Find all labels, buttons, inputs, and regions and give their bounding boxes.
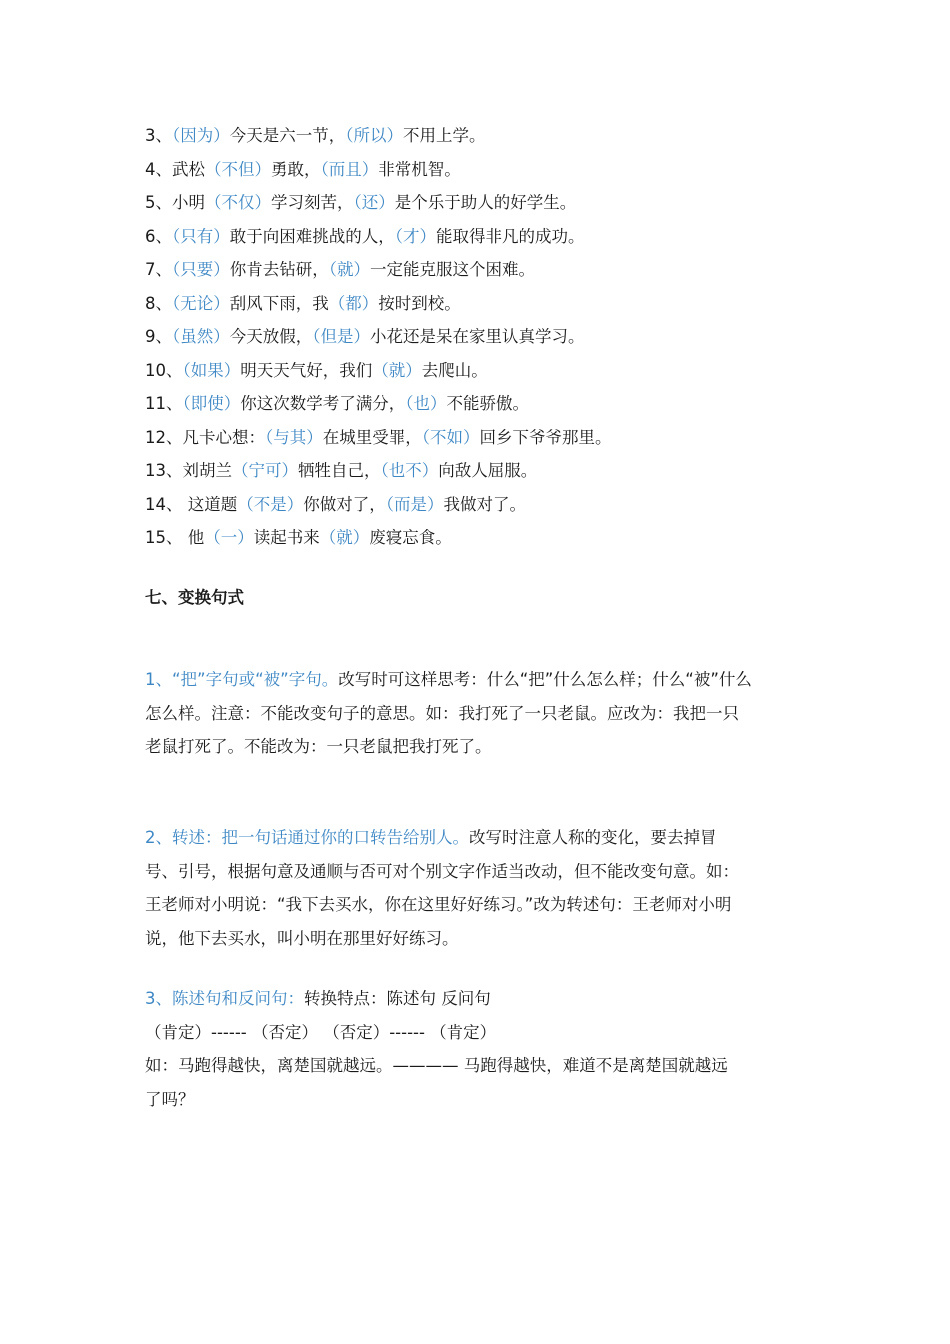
- exercise-line: [145, 225, 585, 249]
- answer-text: （也）: [405, 394, 447, 413]
- answer-text: 3、陈述句和反问句：: [145, 989, 304, 1008]
- exercise-line: [145, 325, 585, 349]
- sentence-text: 读起书来: [253, 528, 320, 547]
- exercise-number: 15、: [145, 528, 183, 547]
- sentence-text: 说，他下去买水，叫小明在那里好好练习。: [145, 928, 459, 948]
- sentence-text: 你做对了，: [303, 494, 386, 514]
- exercise-number: 7、: [145, 260, 172, 279]
- answer-text: （还）: [353, 193, 395, 212]
- exercise-number: 11、: [145, 394, 183, 413]
- answer-text: （即使）: [182, 394, 241, 413]
- sentence-text: 勇敢，: [271, 159, 321, 179]
- sentence-text: 小花还是呆在家里认真学习。: [370, 327, 585, 346]
- answer-text: 1、“把”字句或“被”字句。: [145, 670, 339, 689]
- answer-text: （也不）: [380, 461, 439, 480]
- sentence-text: 我做对了。: [443, 494, 526, 514]
- sentence-text: 你这次数学考了满分，: [240, 394, 406, 413]
- exercise-line: [145, 493, 526, 517]
- exercise-number: 14、: [145, 494, 183, 514]
- answer-text: （无论）: [172, 293, 230, 313]
- paragraph-declarative-rhetorical: [145, 987, 728, 1121]
- paragraph-line: [145, 668, 752, 702]
- answer-text: 2、转述：把一句话通过你的口转告给别人。: [145, 828, 469, 847]
- paragraph-line: [145, 702, 752, 736]
- sentence-text: 武松: [172, 159, 205, 179]
- answer-text: （如果）: [182, 360, 241, 380]
- sentence-text: 明天天气好，我们: [240, 360, 373, 380]
- paragraph-line: [145, 826, 739, 860]
- sentence-text: 去爬山。: [421, 360, 488, 380]
- answer-text: （就）: [372, 360, 422, 380]
- answer-text: （不但）: [205, 159, 271, 179]
- answer-text: （但是）: [312, 327, 370, 346]
- sentence-text: 非常机智。: [378, 159, 461, 179]
- exercise-number: 8、: [145, 293, 172, 313]
- answer-text: （才）: [394, 226, 436, 246]
- answer-text: （就）: [328, 260, 370, 279]
- answer-text: （因为）: [172, 126, 230, 145]
- sentence-text: 不能骄傲。: [446, 394, 529, 413]
- sentence-text: 刘胡兰: [182, 461, 232, 480]
- exercise-number: 10、: [145, 360, 183, 380]
- sentence-text: 今天是六一节，: [229, 126, 346, 145]
- exercise-line: [145, 459, 537, 483]
- sentence-text: 废寝忘食。: [369, 528, 452, 547]
- exercise-line: [145, 392, 529, 416]
- exercise-line: [145, 258, 535, 282]
- exercise-line: [145, 426, 612, 450]
- answer-text: （只要）: [172, 260, 230, 279]
- answer-text: （所以）: [345, 126, 403, 145]
- answer-text: （虽然）: [172, 327, 230, 346]
- answer-text: （与其）: [265, 427, 323, 447]
- answer-text: （不如）: [421, 427, 480, 447]
- paragraph-line: [145, 1088, 728, 1122]
- paragraph-line: [145, 893, 739, 927]
- answer-text: （而且）: [320, 159, 379, 179]
- sentence-text: 改写时注意人称的变化，要去掉冒: [469, 828, 717, 847]
- sentence-text: 号、引号，根据句意及通顺与否可对个别文字作适当改动，但不能改变句意。如：: [145, 861, 739, 881]
- exercise-line: [145, 292, 461, 316]
- sentence-text: 怎么样。注意：不能改变句子的意思。如：我打死了一只老鼠。应改为：我把一只: [145, 703, 739, 723]
- sentence-text: 了吗？: [145, 1089, 195, 1109]
- exercise-number: 9、: [145, 327, 172, 346]
- sentence-text: 按时到校。: [378, 293, 461, 313]
- sentence-text: 凡卡心想：: [182, 427, 265, 447]
- sentence-text: 今天放假，: [229, 327, 313, 346]
- exercise-line: [145, 124, 486, 148]
- exercise-number: 12、: [145, 427, 183, 447]
- paragraph-line: [145, 987, 728, 1021]
- paragraph-line: [145, 735, 752, 769]
- sentence-text: 学习刻苦，: [271, 193, 354, 212]
- paragraph-indirect-speech: [145, 826, 739, 960]
- sentence-text: 一定能克服这个困难。: [370, 260, 535, 279]
- sentence-text: 小明: [172, 193, 205, 212]
- answer-text: （不仅）: [205, 193, 271, 212]
- exercise-number: 13、: [145, 461, 183, 480]
- exercise-line: [145, 158, 461, 182]
- sentence-text: 能取得非凡的成功。: [436, 226, 585, 246]
- sentence-text: 如：马跑得越快，离楚国就越远。———— 马跑得越快，难道不是离楚国就越远: [145, 1056, 728, 1075]
- exercise-number: 3、: [145, 126, 172, 145]
- exercise-line: [145, 526, 452, 550]
- sentence-text: 回乡下爷爷那里。: [479, 427, 612, 447]
- sentence-text: 牺牲自己，: [298, 461, 381, 480]
- sentence-text: 在城里受罪，: [322, 427, 422, 447]
- sentence-text: 改写时可这样思考：什么“把”什么怎么样；什么“被”什么: [338, 670, 752, 689]
- paragraph-line: [145, 1054, 728, 1088]
- exercise-number: 5、: [145, 193, 172, 212]
- answer-text: （不是）: [237, 494, 304, 514]
- sentence-text: 你肯去钻研，: [229, 260, 329, 279]
- sentence-text: （肯定）------ （否定） （否定）------ （肯定）: [145, 1022, 497, 1042]
- sentence-text: 老鼠打死了。不能改为：一只老鼠把我打死了。: [145, 737, 492, 756]
- exercise-number: 4、: [145, 159, 172, 179]
- answer-text: （宁可）: [232, 461, 298, 480]
- sentence-text: 转换特点：陈述句 反问句: [304, 989, 491, 1008]
- sentence-text: 王老师对小明说：“我下去买水，你在这里好好练习。”改为转述句：王老师对小明: [145, 895, 732, 914]
- sentence-text: 不用上学。: [403, 126, 486, 145]
- paragraph-line: [145, 860, 739, 894]
- paragraph-ba-bei-sentences: [145, 668, 752, 769]
- sentence-text: 向敌人屈服。: [438, 461, 538, 480]
- paragraph-line: [145, 927, 739, 961]
- paragraph-line: [145, 1021, 728, 1055]
- sentence-text: 是个乐于助人的好学生。: [394, 193, 577, 212]
- exercise-line: [145, 359, 488, 383]
- sentence-text: 这道题: [182, 494, 238, 514]
- answer-text: （只有）: [172, 226, 230, 246]
- section-title: 七、变换句式: [145, 588, 244, 607]
- sentence-text: 刮风下雨，我: [229, 293, 329, 313]
- exercise-line: [145, 191, 576, 215]
- answer-text: （而是）: [385, 494, 444, 514]
- sentence-text: 敢于向困难挑战的人，: [229, 226, 395, 246]
- sentence-text: 他: [182, 528, 205, 547]
- answer-text: （都）: [328, 293, 379, 313]
- answer-text: （一）: [204, 528, 254, 547]
- exercise-number: 6、: [145, 226, 172, 246]
- answer-text: （就）: [319, 528, 370, 547]
